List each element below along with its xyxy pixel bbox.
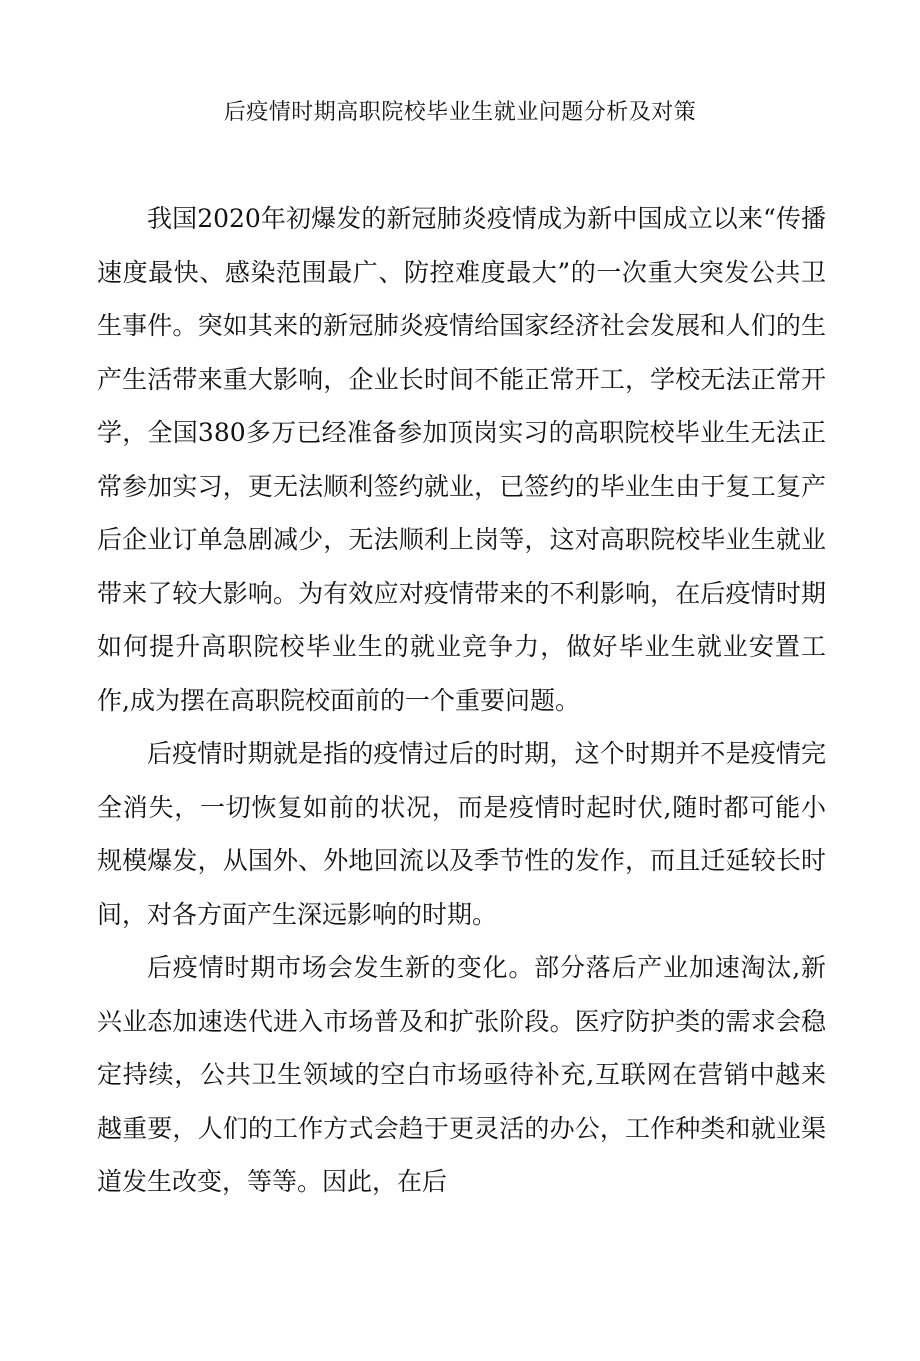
paragraph-3: 后疫情时期市场会发生新的变化。部分落后产业加速淘汰,新兴业态加速迭代进入市场普及和扩张阶段。医疗防护类的需求会稳定持续，公共卫生领域的空白市场亟待补充,互联网在营销中越来越重要，人们的工作方式会趋于更灵活的办公，工作种类和就业渠道发生改变，等等。因此，在后 (97, 953, 826, 1196)
paragraph-2: 后疫情时期就是指的疫情过后的时期，这个时期并不是疫情完全消失，一切恢复如前的状况，而是疫情时起时伏,随时都可能小规模爆发，从国外、外地回流以及季节性的发作，而且迁延较长时间，对各方面产生深远影响的时期。 (97, 739, 826, 929)
document-title: 后疫情时期高职院校毕业生就业问题分析及对策 (223, 100, 697, 125)
document-body (97, 192, 826, 1209)
paragraph-1: 我国2020年初爆发的新冠肺炎疫情成为新中国成立以来“传播速度最快、感染范围最广、防控难度最大”的一次重大突发公共卫生事件。突如其来的新冠肺炎疫情给国家经济社会发展和人们的生产生活带来重大影响，企业长时间不能正常开工，学校无法正常开学，全国380多万已经准备参加顶岗实习的高职院校毕业生无法正常参加实习，更无法顺利签约就业，已签约的毕业生由于复工复产后企业订单急剧减少，无法顺利上岗等，这对高职院校毕业生就业带来了较大影响。为有效应对疫情带来的不利影响，在后疫情时期如何提升高职院校毕业生的就业竞争力，做好毕业生就业安置工作,成为摆在高职院校面前的一个重要问题。 (97, 204, 826, 715)
